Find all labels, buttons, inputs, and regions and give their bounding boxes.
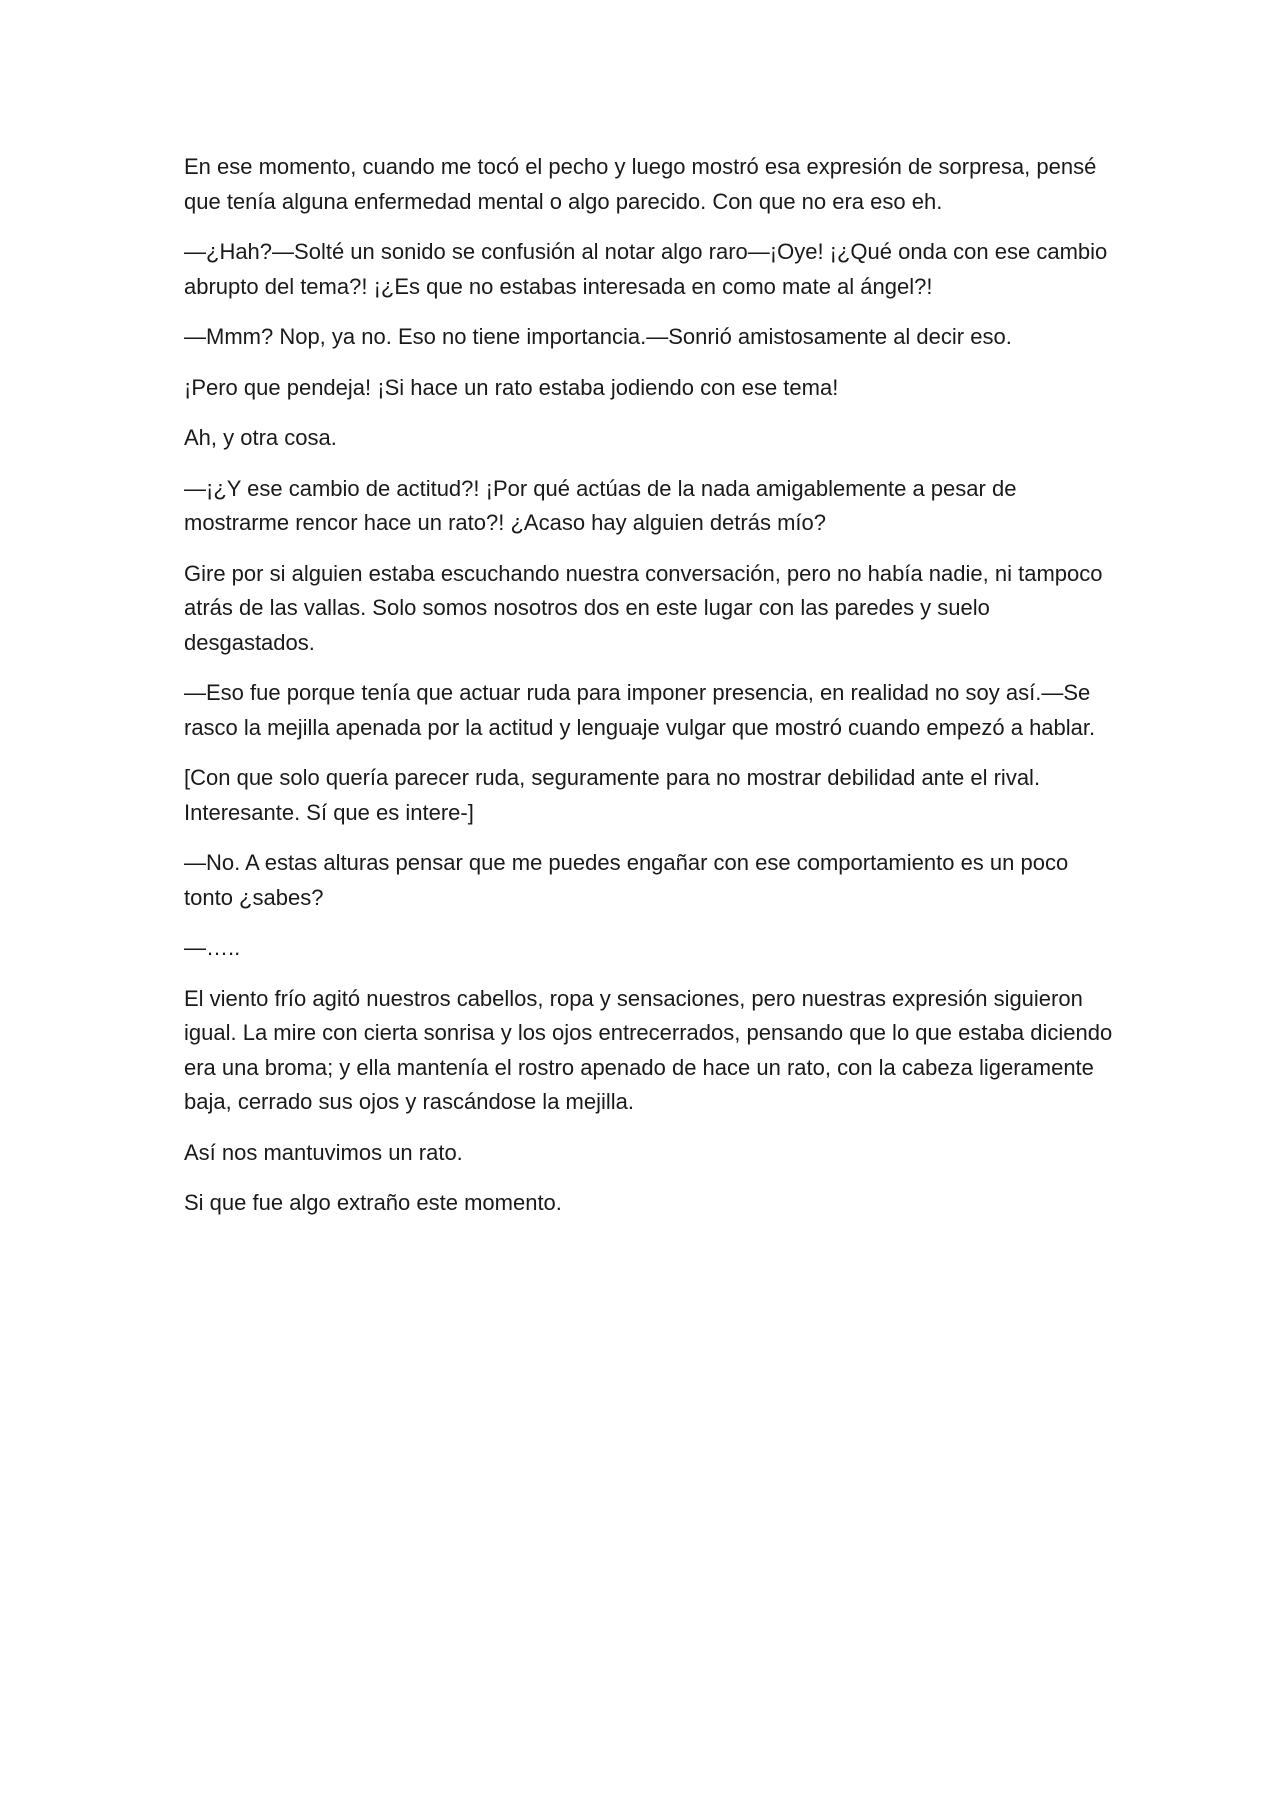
paragraph: Si que fue algo extraño este momento.	[184, 1190, 562, 1215]
paragraph: —¿Hah?—Solté un sonido se confusión al notar algo raro—¡Oye! ¡¿Qué onda con ese cambio abrupto del tema?! ¡¿Es que no estabas interesada en como mate al ángel?!	[184, 239, 1108, 299]
paragraph: [Con que solo quería parecer ruda, seguramente para no mostrar debilidad ante el rival. Interesante. Sí que es intere-]	[184, 765, 1041, 825]
paragraph: Ah, y otra cosa.	[184, 425, 337, 450]
paragraph: El viento frío agitó nuestros cabellos, ropa y sensaciones, pero nuestras expresión siguieron igual. La mire con cierta sonrisa y los ojos entrecerrados, pensando que lo que estaba diciendo era una broma; y ella mantenía el rostro apenado de hace un rato, con la cabeza ligeramente baja, cerrado sus ojos y rascándose la mejilla.	[184, 985, 1113, 1114]
paragraph: En ese momento, cuando me tocó el pecho y luego mostró esa expresión de sorpresa, pensé que tenía alguna enfermedad mental o algo parecido. Con que no era eso eh.	[184, 154, 1097, 214]
paragraph: Así nos mantuvimos un rato.	[184, 1139, 463, 1165]
paragraph: —…..	[184, 935, 241, 960]
paragraph: —No. A estas alturas pensar que me puedes engañar con ese comportamiento es un poco tonto ¿sabes?	[184, 850, 1069, 910]
paragraph: —Mmm? Nop, ya no. Eso no tiene importancia.—Sonrió amistosamente al decir eso.	[184, 324, 1012, 349]
paragraph: —¡¿Y ese cambio de actitud?! ¡Por qué actúas de la nada amigablemente a pesar de mostrarme rencor hace un rato?! ¿Acaso hay alguien detrás mío?	[184, 475, 1017, 535]
document-body	[184, 150, 1114, 1237]
paragraph: Gire por si alguien estaba escuchando nuestra conversación, pero no había nadie, ni tampoco atrás de las vallas. Solo somos nosotros dos en este lugar con las paredes y suelo desgastados.	[184, 560, 1103, 655]
paragraph: —Eso fue porque tenía que actuar ruda para imponer presencia, en realidad no soy así.—Se rasco la mejilla apenada por la actitud y lenguaje vulgar que mostró cuando empezó a hablar.	[184, 680, 1096, 740]
paragraph: ¡Pero que pendeja! ¡Si hace un rato estaba jodiendo con ese tema!	[184, 374, 839, 400]
